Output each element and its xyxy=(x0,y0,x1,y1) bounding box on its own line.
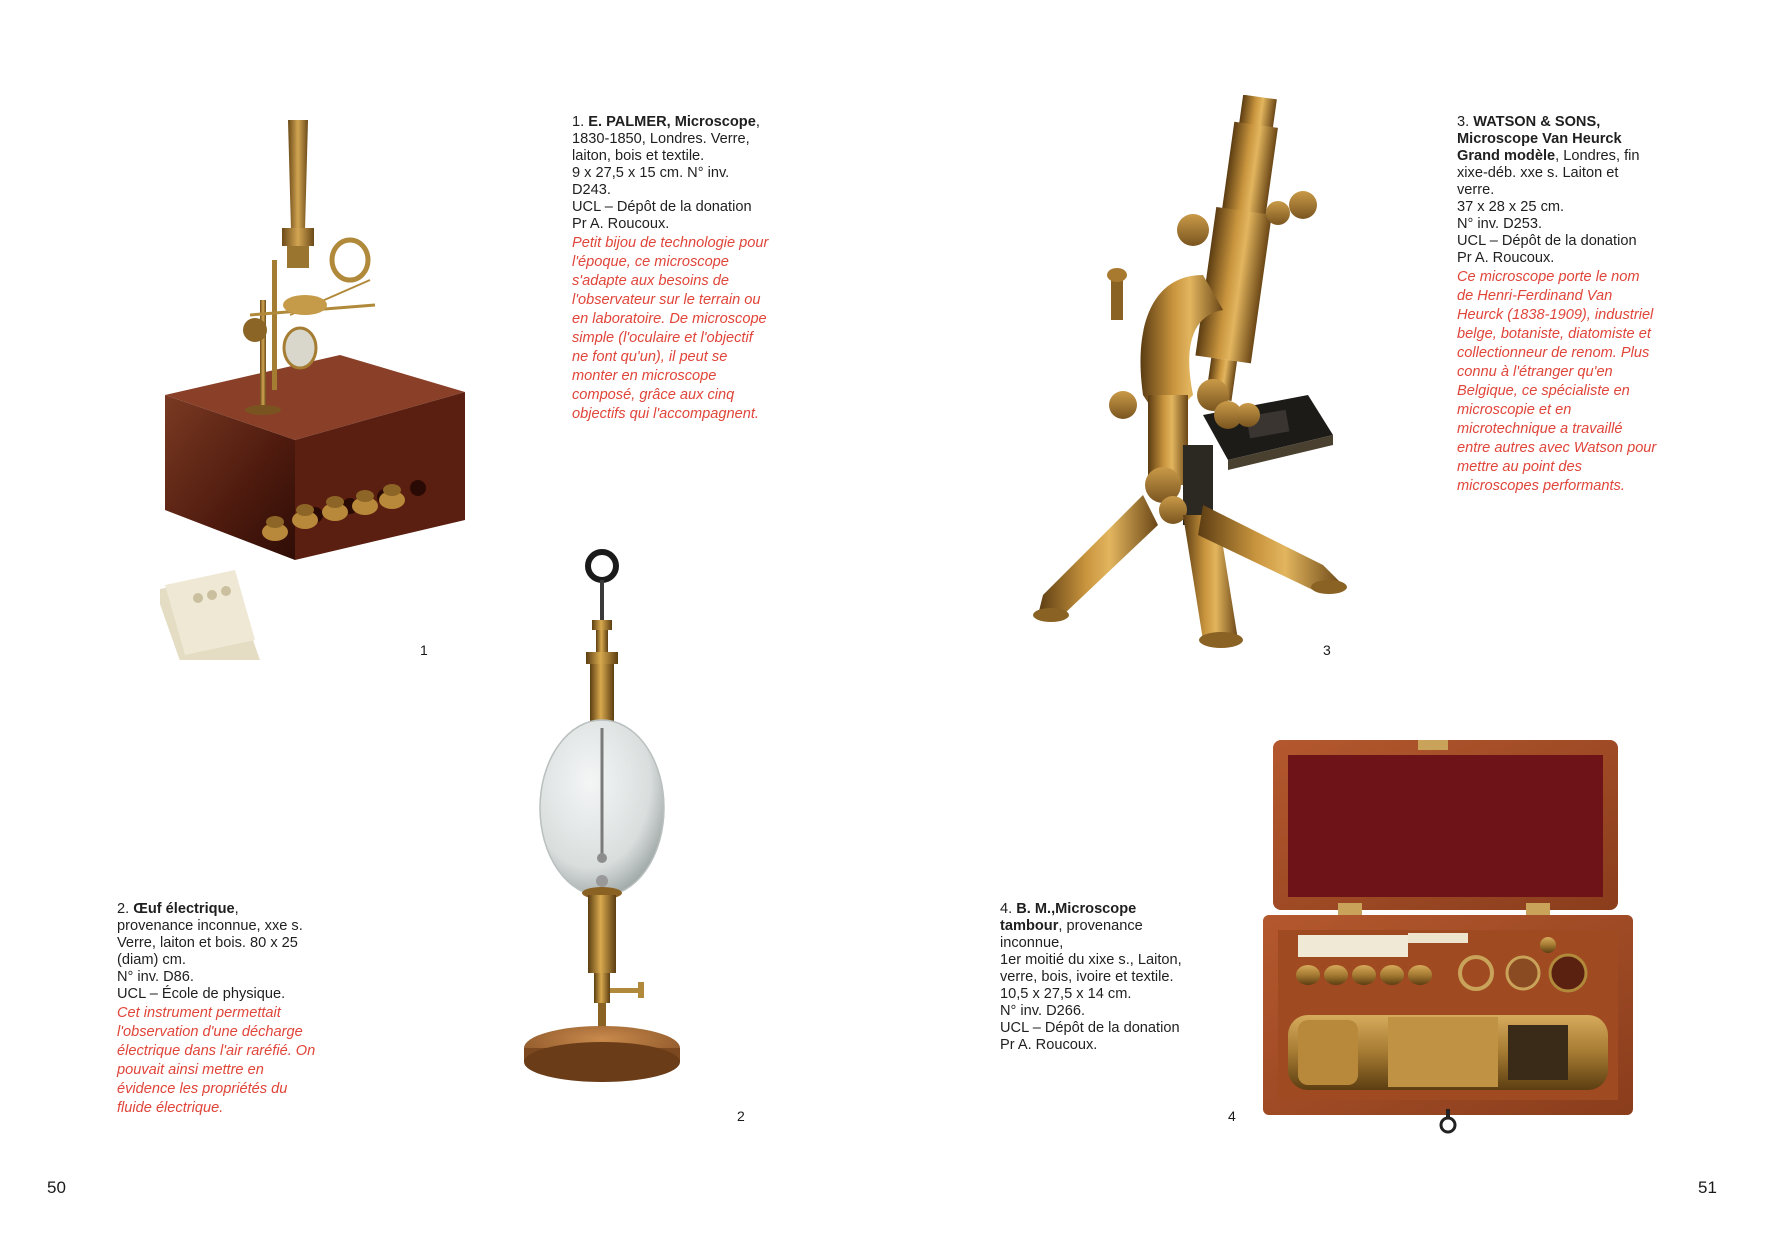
caption-2-line: N° inv. D86. xyxy=(117,969,194,985)
caption-3-line: xixe-déb. xxe s. Laiton et verre. xyxy=(1457,165,1619,198)
caption-1-note: Petit bijou de technologie pour l'époque, ce microscope s'adapte aux besoins de l'observateur sur le terrain ou en laboratoire. De microscope simple (l'oculaire et l'objectif ne font qu'un), il peut se monter en microscope composé, grâce aux cinq objectifs qui l'accompagnent. xyxy=(572,235,769,422)
caption-2-note: Cet instrument permettait l'observation d'une décharge électrique dans l'air raréfié. On pouvait ainsi mettre en évidence les propriétés du fluide électrique. xyxy=(117,1005,316,1116)
caption-2-line: provenance inconnue, xxe s. xyxy=(117,918,303,934)
van-heurck-microscope-image xyxy=(1033,95,1363,655)
caption-1-line: 9 x 27,5 x 15 cm. N° inv. D243. xyxy=(572,165,730,198)
caption-item-2 xyxy=(117,901,317,1118)
caption-3-title-3: Grand modèle xyxy=(1457,148,1556,164)
electric-egg-image xyxy=(520,548,700,1103)
caption-item-1 xyxy=(572,114,772,424)
caption-3-note: Ce microscope porte le nom de Henri-Ferdinand Van Heurck (1838-1909), industriel belge, botaniste, diatomiste et collectionneur de renom. Plus connu à l'étranger qu'en Belgique, ce spécialiste en microscopie et en microtechnique a travaillé entre autres avec Watson pour mettre au point des microscopes performants. xyxy=(1457,269,1657,494)
caption-1-sep: , xyxy=(755,114,760,130)
caption-2-number: 2. xyxy=(117,901,130,917)
figure-number-1: 1 xyxy=(420,642,428,658)
caption-3-number: 3. xyxy=(1457,114,1470,130)
caption-4-number: 4. xyxy=(1000,901,1013,917)
caption-1-number: 1. xyxy=(572,114,585,130)
caption-4-line: N° inv. D266. xyxy=(1000,1003,1086,1019)
left-page xyxy=(0,0,882,1252)
caption-2-title: Œuf électrique xyxy=(133,901,235,917)
caption-1-line: UCL – Dépôt de la donation xyxy=(572,199,752,215)
palmer-microscope-image xyxy=(160,120,480,660)
right-page xyxy=(883,0,1765,1252)
caption-3-title-2: Microscope Van Heurck xyxy=(1457,131,1622,147)
caption-4-line: UCL – Dépôt de la donation xyxy=(1000,1020,1180,1036)
figure-palmer-microscope xyxy=(160,120,480,660)
caption-item-4 xyxy=(1000,901,1200,1054)
caption-4-rest: , provenance xyxy=(1058,918,1143,934)
caption-3-line: UCL – Dépôt de la donation xyxy=(1457,233,1637,249)
caption-4-line: 1er moitié du xixe s., Laiton, xyxy=(1000,952,1182,968)
caption-item-3 xyxy=(1457,114,1657,496)
caption-3-line: Pr A. Roucoux. xyxy=(1457,250,1555,266)
caption-2-sep: , xyxy=(234,901,239,917)
caption-3-line: 37 x 28 x 25 cm. xyxy=(1457,199,1565,215)
caption-4-title-2: tambour xyxy=(1000,918,1059,934)
caption-3-line: N° inv. D253. xyxy=(1457,216,1543,232)
caption-2-line: Verre, laiton et bois. 80 x 25 xyxy=(117,935,298,951)
caption-4-line: 10,5 x 27,5 x 14 cm. xyxy=(1000,986,1132,1002)
figure-number-2: 2 xyxy=(737,1108,745,1124)
page-number-left: 50 xyxy=(47,1178,66,1197)
caption-1-line: Pr A. Roucoux. xyxy=(572,216,670,232)
caption-1-line: laiton, bois et textile. xyxy=(572,148,705,164)
drum-microscope-case-image xyxy=(1258,735,1638,1135)
caption-2-line: UCL – École de physique. xyxy=(117,986,286,1002)
caption-2-line: (diam) cm. xyxy=(117,952,186,968)
caption-3-rest: , Londres, fin xyxy=(1555,148,1640,164)
caption-4-line: inconnue, xyxy=(1000,935,1064,951)
figure-drum-microscope-case xyxy=(1258,735,1638,1135)
caption-3-title-1: WATSON & SONS, xyxy=(1473,114,1601,130)
figure-number-3: 3 xyxy=(1323,642,1331,658)
caption-4-line: verre, bois, ivoire et textile. xyxy=(1000,969,1174,985)
page-number-right: 51 xyxy=(1698,1178,1717,1197)
figure-van-heurck-microscope xyxy=(1033,95,1363,655)
caption-4-title-1: B. M.,Microscope xyxy=(1016,901,1137,917)
caption-1-title: E. PALMER, Microscope xyxy=(588,114,756,130)
caption-1-line: 1830-1850, Londres. Verre, xyxy=(572,131,750,147)
figure-electric-egg xyxy=(520,548,700,1103)
figure-number-4: 4 xyxy=(1228,1108,1236,1124)
caption-4-line: Pr A. Roucoux. xyxy=(1000,1037,1098,1053)
